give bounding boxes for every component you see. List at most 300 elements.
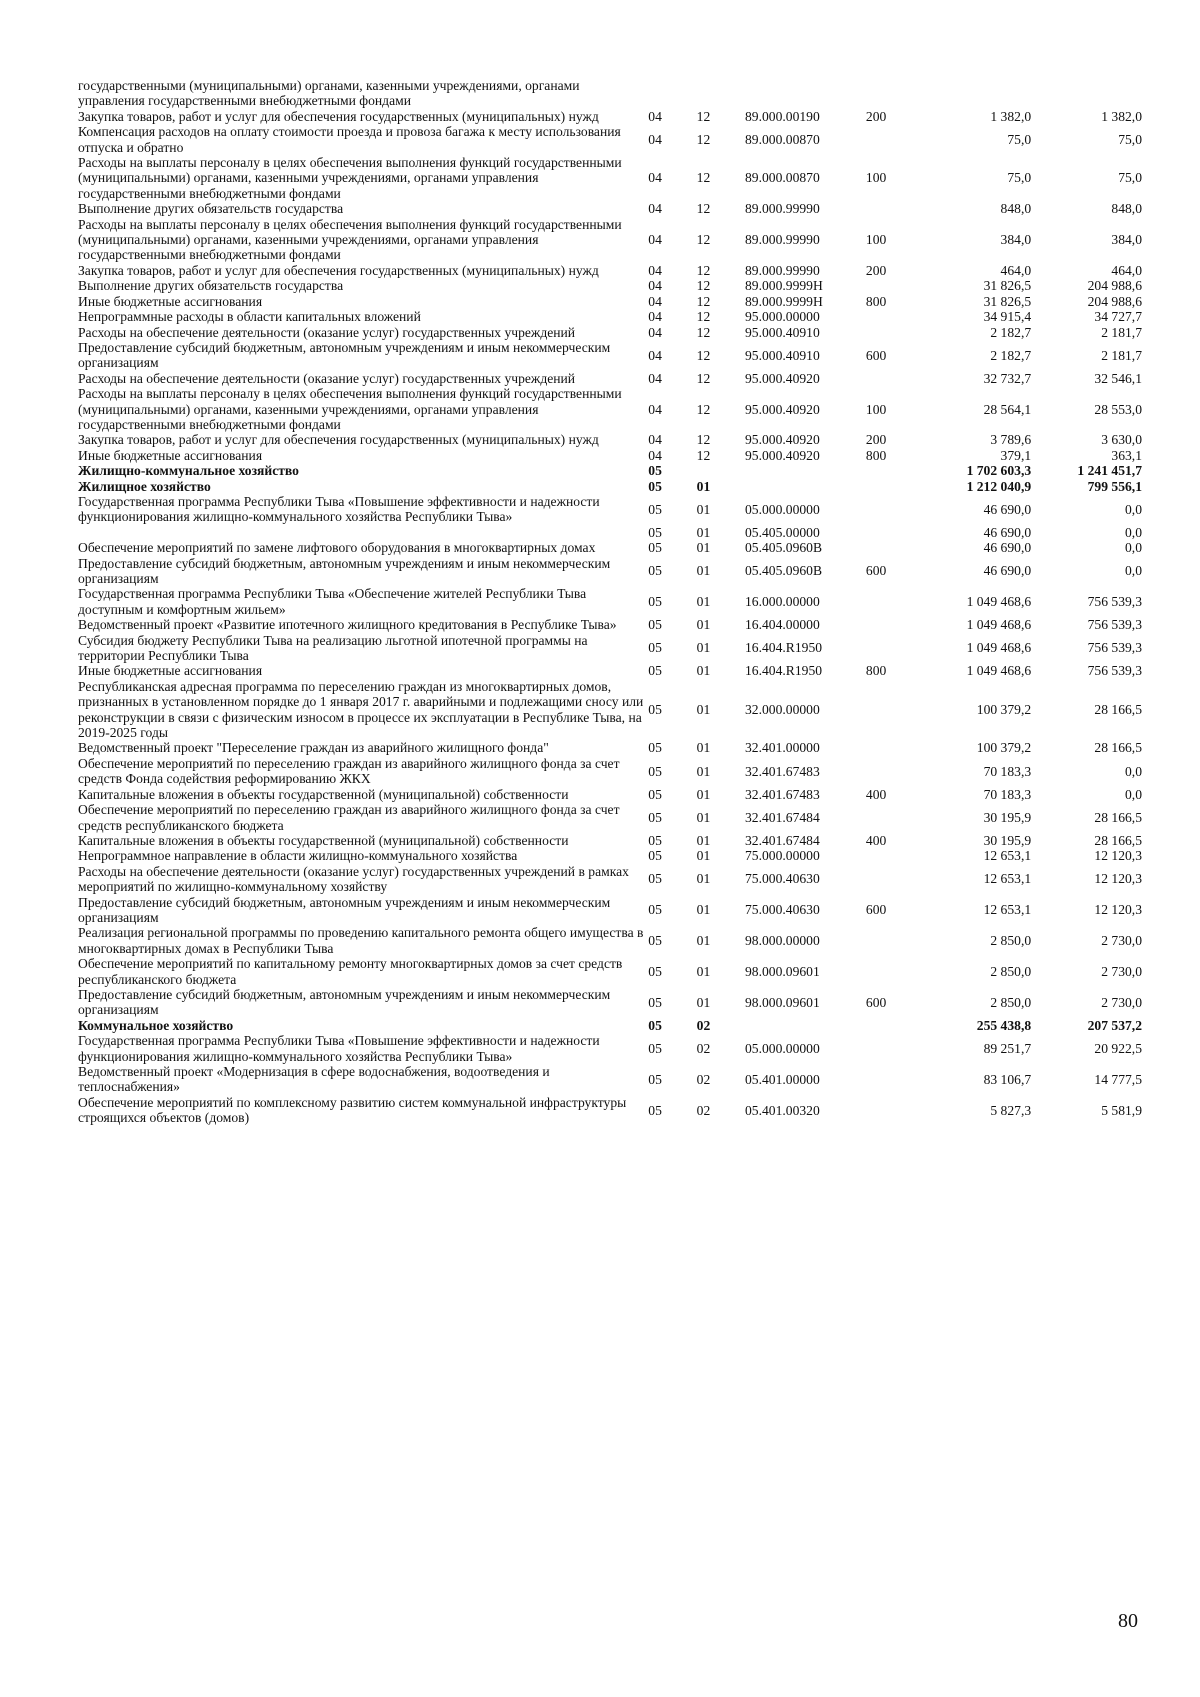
row-section: 04 <box>648 370 662 386</box>
row-name: Предоставление субсидий бюджетным, автономным учреждениям и иным некоммерческим организациям <box>78 986 611 1018</box>
row-amount-2: 204 988,6 <box>1087 293 1142 309</box>
row-subsection: 01 <box>696 663 711 679</box>
table-row <box>78 432 1142 447</box>
row-subsection: 02 <box>696 1017 711 1033</box>
table-row <box>78 479 1142 494</box>
row-amount-1: 32 732,7 <box>983 370 1032 386</box>
row-target-article: 89.000.99990 <box>745 232 820 248</box>
row-target-article: 32.000.00000 <box>745 701 820 717</box>
row-amount-1: 12 653,1 <box>983 848 1032 864</box>
row-expense-type: 200 <box>865 108 887 124</box>
row-name: Компенсация расходов на оплату стоимости проезда и провоза багажа к месту использования отпуска и обратно <box>78 124 621 155</box>
row-subsection: 12 <box>696 262 711 278</box>
row-amount-2: 32 546,1 <box>1094 370 1142 386</box>
row-name: Жилищное хозяйство <box>78 478 211 494</box>
table-row <box>78 1018 1142 1033</box>
table-row <box>78 78 1142 109</box>
row-expense-type: 400 <box>865 832 887 848</box>
table-row <box>78 371 1142 386</box>
row-target-article: 05.401.00000 <box>745 1071 820 1087</box>
table-row <box>78 463 1142 478</box>
row-amount-2: 464,0 <box>1111 262 1142 278</box>
row-target-article: 75.000.40630 <box>745 871 820 887</box>
row-expense-type <box>866 201 918 216</box>
row-expense-type <box>866 925 918 956</box>
row-section: 05 <box>648 832 662 848</box>
row-subsection: 12 <box>696 170 711 186</box>
table-row <box>78 679 1142 741</box>
row-name: Расходы на выплаты персоналу в целях обеспечения выполнения функций государственными (муниципальными) органами, казенными учреждениями, органами управления государственными внебюджетными фондами <box>78 155 622 201</box>
row-expense-type: 800 <box>865 447 887 463</box>
row-subsection: 12 <box>696 324 711 340</box>
row-expense-type: 600 <box>865 563 887 579</box>
table-row <box>78 663 1142 678</box>
row-subsection: 02 <box>696 1071 711 1087</box>
row-section: 05 <box>648 809 662 825</box>
row-section: 05 <box>648 540 662 556</box>
row-subsection: 12 <box>696 347 711 363</box>
row-amount-2: 1 382,0 <box>1101 108 1142 124</box>
row-target-article: 95.000.40910 <box>745 347 820 363</box>
row-target-article <box>745 463 866 478</box>
row-target-article: 16.404.R1950 <box>745 640 823 656</box>
row-expense-type <box>866 586 918 617</box>
table-row <box>78 263 1142 278</box>
row-section: 05 <box>648 478 662 494</box>
row-subsection: 12 <box>696 432 711 448</box>
row-name: Расходы на обеспечение деятельности (оказание услуг) государственных учреждений в рамках мероприятий по жилищно-коммунальному хозяйству <box>78 863 629 895</box>
row-expense-type <box>866 278 918 293</box>
row-amount-1: 384,0 <box>1000 232 1032 248</box>
row-target-article: 95.000.40910 <box>745 324 820 340</box>
row-subsection: 12 <box>696 447 711 463</box>
row-name: Коммунальное хозяйство <box>78 1017 234 1033</box>
row-amount-1: 46 690,0 <box>983 524 1032 540</box>
row-subsection: 01 <box>696 963 711 979</box>
row-name: государственными (муниципальными) органами, казенными учреждениями, органами управления государственными внебюджетными фондами <box>78 78 580 109</box>
table-row <box>78 124 1142 155</box>
row-target-article: 95.000.40920 <box>745 401 820 417</box>
row-target-article: 16.404.00000 <box>745 617 820 633</box>
row-expense-type: 600 <box>865 347 887 363</box>
row-subsection: 01 <box>696 640 711 656</box>
table-row <box>78 155 1142 201</box>
row-amount-2: 0,0 <box>1125 540 1142 556</box>
row-name: Выполнение других обязательств государства <box>78 278 344 294</box>
row-amount-2: 28 166,5 <box>1094 832 1142 848</box>
row-section: 05 <box>648 871 662 887</box>
row-amount-2: 2 181,7 <box>1101 347 1142 363</box>
row-target-article: 16.000.00000 <box>745 594 820 610</box>
row-name: Выполнение других обязательств государства <box>78 201 344 217</box>
row-section: 05 <box>648 994 662 1010</box>
row-section: 04 <box>648 347 662 363</box>
row-subsection: 01 <box>696 617 711 633</box>
row-amount-1: 30 195,9 <box>983 809 1032 825</box>
table-row <box>78 340 1142 371</box>
row-target-article: 95.000.40920 <box>745 370 820 386</box>
table-row <box>78 756 1142 787</box>
row-expense-type <box>866 540 918 555</box>
row-section: 05 <box>648 740 662 756</box>
row-amount-1: 46 690,0 <box>983 501 1032 517</box>
row-amount-1: 379,1 <box>1000 447 1032 463</box>
row-target-article: 32.401.67484 <box>745 809 820 825</box>
row-name: Ведомственный проект «Развитие ипотечного жилищного кредитования в Республике Тыва» <box>78 617 617 633</box>
row-name: Иные бюджетные ассигнования <box>78 663 263 679</box>
table-row <box>78 525 1142 540</box>
row-target-article: 98.000.09601 <box>745 994 820 1010</box>
table-row <box>78 1095 1142 1126</box>
row-expense-type: 800 <box>865 663 887 679</box>
row-target-article: 75.000.40630 <box>745 902 820 918</box>
row-subsection: 12 <box>696 201 711 217</box>
table-row <box>78 1033 1142 1064</box>
row-amount-2: 12 120,3 <box>1094 902 1142 918</box>
row-amount-2: 28 166,5 <box>1094 809 1142 825</box>
row-amount-2: 756 539,3 <box>1087 663 1142 679</box>
row-section: 05 <box>648 848 662 864</box>
row-expense-type <box>866 124 918 155</box>
row-section: 05 <box>648 617 662 633</box>
row-amount-1: 34 915,4 <box>983 309 1032 325</box>
row-amount-2: 1 241 451,7 <box>1077 463 1142 479</box>
table-row <box>78 556 1142 587</box>
table-row <box>78 617 1142 632</box>
row-amount-2: 2 730,0 <box>1101 994 1142 1010</box>
row-target-article <box>745 1018 866 1033</box>
row-amount-1: 89 251,7 <box>983 1040 1032 1056</box>
row-name: Предоставление субсидий бюджетным, автономным учреждениям и иным некоммерческим организациям <box>78 555 611 586</box>
row-name: Непрограммные расходы в области капитальных вложений <box>78 309 421 325</box>
row-subsection: 12 <box>696 108 711 124</box>
row-section: 05 <box>648 701 662 717</box>
table-row <box>78 633 1142 664</box>
row-amount-2: 0,0 <box>1125 524 1142 540</box>
row-target-article <box>745 479 866 494</box>
row-subsection: 01 <box>696 540 711 556</box>
row-target-article: 98.000.00000 <box>745 933 820 949</box>
table-row <box>78 217 1142 263</box>
row-subsection: 12 <box>696 370 711 386</box>
row-section: 05 <box>648 640 662 656</box>
row-target-article: 05.401.00320 <box>745 1102 820 1118</box>
table-row <box>78 494 1142 525</box>
row-amount-1: 46 690,0 <box>983 540 1032 556</box>
row-amount-1: 5 827,3 <box>990 1102 1032 1118</box>
row-target-article: 95.000.40920 <box>745 432 820 448</box>
row-amount-2: 207 537,2 <box>1087 1017 1142 1033</box>
row-target-article: 95.000.40920 <box>745 447 820 463</box>
row-name: Расходы на выплаты персоналу в целях обеспечения выполнения функций государственными (муниципальными) органами, казенными учреждениями, органами управления государственными внебюджетными фондами <box>78 216 622 263</box>
table-row <box>78 201 1142 216</box>
row-amount-2: 363,1 <box>1111 447 1142 463</box>
table-row <box>78 956 1142 987</box>
table-row <box>78 448 1142 463</box>
row-expense-type <box>866 1095 918 1126</box>
row-expense-type <box>866 633 918 664</box>
row-name: Расходы на обеспечение деятельности (оказание услуг) государственных учреждений <box>78 370 576 386</box>
row-name: Обеспечение мероприятий по переселению граждан из аварийного жилищного фонда за счет средств Фонда содействия реформированию ЖКХ <box>78 755 620 787</box>
row-expense-type <box>866 325 918 340</box>
row-amount-1: 31 826,5 <box>983 278 1032 294</box>
row-section: 05 <box>648 501 662 517</box>
row-amount-1: 12 653,1 <box>983 871 1032 887</box>
row-subsection: 02 <box>696 1102 711 1118</box>
row-subsection: 01 <box>696 763 711 779</box>
row-section: 04 <box>648 447 662 463</box>
row-section: 04 <box>648 108 662 124</box>
row-amount-2 <box>1031 78 1142 109</box>
row-target-article: 32.401.67483 <box>745 786 820 802</box>
table-row <box>78 740 1142 755</box>
row-target-article: 89.000.99990 <box>745 262 820 278</box>
row-amount-2: 28 166,5 <box>1094 740 1142 756</box>
row-amount-2: 204 988,6 <box>1087 278 1142 294</box>
row-amount-1: 12 653,1 <box>983 902 1032 918</box>
row-expense-type <box>866 494 918 525</box>
row-subsection: 01 <box>696 786 711 802</box>
row-amount-2: 2 181,7 <box>1101 324 1142 340</box>
row-amount-2: 75,0 <box>1118 170 1142 186</box>
row-amount-1: 100 379,2 <box>976 740 1032 756</box>
table-row <box>78 278 1142 293</box>
row-target-article: 32.401.00000 <box>745 740 820 756</box>
row-target-article: 32.401.67483 <box>745 763 820 779</box>
row-amount-1: 2 850,0 <box>990 963 1032 979</box>
row-name: Субсидия бюджету Республики Тыва на реализацию льготной ипотечной программы на территории Республики Тыва <box>78 632 588 664</box>
budget-table-body <box>78 78 1142 1126</box>
row-expense-type <box>866 802 918 833</box>
row-name: Закупка товаров, работ и услуг для обеспечения государственных (муниципальных) нужд <box>78 108 599 124</box>
row-amount-2: 0,0 <box>1125 763 1142 779</box>
row-section: 05 <box>648 963 662 979</box>
row-target-article: 89.000.00870 <box>745 131 820 147</box>
row-name: Обеспечение мероприятий по переселению граждан из аварийного жилищного фонда за счет средств республиканского бюджета <box>78 802 620 833</box>
row-name: Республиканская адресная программа по переселению граждан из многоквартирных домов, признанных в установленном порядке до 1 января 2017 г. аварийными и подлежащими сносу или реконструкции в связи с физическим износом в процессе их эксплуатации в Республике Тыва, на 2019-2025 годы <box>78 678 644 741</box>
row-amount-2: 14 777,5 <box>1094 1071 1142 1087</box>
row-expense-type <box>866 679 918 741</box>
row-name: Расходы на выплаты персоналу в целях обеспечения выполнения функций государственными (муниципальными) органами, казенными учреждениями, органами управления государственными внебюджетными фондами <box>78 386 622 432</box>
row-expense-type: 600 <box>865 994 887 1010</box>
row-subsection: 02 <box>696 1040 711 1056</box>
row-section: 04 <box>648 232 662 248</box>
row-target-article: 89.000.99990 <box>745 201 820 217</box>
row-amount-1: 1 382,0 <box>990 108 1032 124</box>
row-target-article: 98.000.09601 <box>745 963 820 979</box>
row-expense-type <box>866 1018 918 1033</box>
row-section: 04 <box>648 401 662 417</box>
row-section: 05 <box>648 594 662 610</box>
row-expense-type <box>866 617 918 632</box>
row-amount-2: 848,0 <box>1111 201 1142 217</box>
table-row <box>78 802 1142 833</box>
row-subsection: 01 <box>696 501 711 517</box>
row-subsection: 01 <box>696 563 711 579</box>
row-name: Обеспечение мероприятий по капитальному ремонту многоквартирных домов за счет средств республиканского бюджета <box>78 956 623 987</box>
table-row <box>78 109 1142 124</box>
row-subsection: 01 <box>696 524 711 540</box>
row-amount-1: 255 438,8 <box>976 1017 1032 1033</box>
row-name: Закупка товаров, работ и услуг для обеспечения государственных (муниципальных) нужд <box>78 432 599 448</box>
row-name: Капитальные вложения в объекты государственной (муниципальной) собственности <box>78 832 569 848</box>
row-amount-1: 70 183,3 <box>983 763 1032 779</box>
row-name: Иные бюджетные ассигнования <box>78 293 263 309</box>
row-target-article: 89.000.9999Н <box>745 278 823 294</box>
row-amount-1: 28 564,1 <box>983 401 1032 417</box>
row-amount-2: 756 539,3 <box>1087 617 1142 633</box>
row-section: 05 <box>648 524 662 540</box>
row-expense-type <box>866 525 918 540</box>
row-subsection: 01 <box>696 902 711 918</box>
row-amount-1: 2 850,0 <box>990 994 1032 1010</box>
row-section: 05 <box>648 763 662 779</box>
row-section: 04 <box>648 262 662 278</box>
row-name: Предоставление субсидий бюджетным, автономным учреждениям и иным некоммерческим организациям <box>78 894 611 925</box>
row-subsection: 12 <box>696 401 711 417</box>
row-expense-type <box>866 371 918 386</box>
row-amount-2: 28 553,0 <box>1094 401 1142 417</box>
row-name: Предоставление субсидий бюджетным, автономным учреждениям и иным некоммерческим организациям <box>78 339 611 371</box>
row-name: Иные бюджетные ассигнования <box>78 447 263 463</box>
table-row <box>78 787 1142 802</box>
row-section <box>648 78 696 109</box>
table-row <box>78 895 1142 926</box>
row-expense-type <box>866 1064 918 1095</box>
row-section: 04 <box>648 201 662 217</box>
row-expense-type <box>866 864 918 895</box>
table-row <box>78 540 1142 555</box>
row-section: 05 <box>648 1102 662 1118</box>
row-amount-1: 2 182,7 <box>990 347 1032 363</box>
row-subsection: 12 <box>696 293 711 309</box>
row-amount-1: 70 183,3 <box>983 786 1032 802</box>
row-amount-1: 1 049 468,6 <box>966 663 1032 679</box>
row-target-article: 89.000.00190 <box>745 108 820 124</box>
row-expense-type <box>866 1033 918 1064</box>
row-expense-type <box>866 309 918 324</box>
row-amount-2: 12 120,3 <box>1094 871 1142 887</box>
table-row <box>78 1064 1142 1095</box>
row-amount-1: 75,0 <box>1007 170 1032 186</box>
row-name: Государственная программа Республики Тыва «Повышение эффективности и надежности функционирования жилищно-коммунального хозяйства Республики Тыва» <box>78 493 600 525</box>
row-amount-1: 46 690,0 <box>983 563 1032 579</box>
row-name <box>78 525 648 540</box>
row-subsection: 01 <box>696 740 711 756</box>
row-amount-1: 2 182,7 <box>990 324 1032 340</box>
row-amount-2: 20 922,5 <box>1094 1040 1142 1056</box>
row-subsection: 01 <box>696 701 711 717</box>
row-target-article: 16.404.R1950 <box>745 663 823 679</box>
table-row <box>78 864 1142 895</box>
row-expense-type: 200 <box>865 432 887 448</box>
row-subsection <box>697 78 745 109</box>
row-name: Ведомственный проект «Модернизация в сфере водоснабжения, водоотведения и теплоснабжения» <box>78 1064 550 1095</box>
row-amount-1: 31 826,5 <box>983 293 1032 309</box>
row-amount-2: 799 556,1 <box>1087 478 1142 494</box>
row-expense-type <box>866 740 918 755</box>
row-name: Ведомственный проект "Переселение граждан из аварийного жилищного фонда" <box>78 740 549 756</box>
row-expense-type: 100 <box>865 232 887 248</box>
table-row <box>78 325 1142 340</box>
row-amount-1: 3 789,6 <box>990 432 1032 448</box>
row-target-article: 75.000.00000 <box>745 848 820 864</box>
row-amount-1: 1 212 040,9 <box>966 478 1032 494</box>
row-amount-2: 2 730,0 <box>1101 933 1142 949</box>
row-amount-1: 1 702 603,3 <box>966 463 1032 479</box>
row-section: 05 <box>648 663 662 679</box>
row-expense-type: 200 <box>865 262 887 278</box>
row-expense-type <box>866 463 918 478</box>
row-name: Расходы на обеспечение деятельности (оказание услуг) государственных учреждений <box>78 324 576 340</box>
row-amount-2: 12 120,3 <box>1094 848 1142 864</box>
row-target-article: 05.405.0960В <box>745 540 823 556</box>
row-amount-2: 3 630,0 <box>1101 432 1142 448</box>
row-amount-1: 848,0 <box>1000 201 1032 217</box>
row-name: Жилищно-коммунальное хозяйство <box>78 463 299 479</box>
row-expense-type: 100 <box>865 401 887 417</box>
row-section: 05 <box>648 786 662 802</box>
budget-table <box>78 78 1142 1126</box>
row-amount-1 <box>918 78 1031 109</box>
row-subsection: 01 <box>696 809 711 825</box>
row-subsection <box>697 463 745 478</box>
row-subsection: 01 <box>696 994 711 1010</box>
row-expense-type <box>866 78 918 109</box>
row-subsection: 01 <box>696 594 711 610</box>
row-subsection: 12 <box>696 309 711 325</box>
row-expense-type <box>866 956 918 987</box>
row-expense-type: 800 <box>865 293 887 309</box>
row-amount-2: 28 166,5 <box>1094 701 1142 717</box>
row-target-article: 89.000.9999Н <box>745 293 823 309</box>
row-section: 05 <box>648 902 662 918</box>
row-section: 05 <box>648 1040 662 1056</box>
row-target-article: 89.000.00870 <box>745 170 820 186</box>
row-amount-1: 1 049 468,6 <box>966 594 1032 610</box>
row-section: 05 <box>648 933 662 949</box>
table-row <box>78 309 1142 324</box>
row-subsection: 01 <box>696 848 711 864</box>
row-target-article: 05.405.00000 <box>745 524 820 540</box>
row-target-article: 05.405.0960В <box>745 563 823 579</box>
row-amount-1: 75,0 <box>1007 131 1032 147</box>
row-amount-1: 30 195,9 <box>983 832 1032 848</box>
row-expense-type <box>866 848 918 863</box>
row-section: 05 <box>648 463 662 479</box>
row-amount-2: 0,0 <box>1125 501 1142 517</box>
page-number: 80 <box>1118 1610 1138 1632</box>
row-subsection: 12 <box>696 131 711 147</box>
row-subsection: 12 <box>696 278 711 294</box>
row-section: 04 <box>648 432 662 448</box>
row-amount-1: 1 049 468,6 <box>966 640 1032 656</box>
row-subsection: 01 <box>696 478 711 494</box>
row-amount-2: 34 727,7 <box>1094 309 1142 325</box>
row-target-article: 05.000.00000 <box>745 501 820 517</box>
table-row <box>78 987 1142 1018</box>
row-amount-2: 2 730,0 <box>1101 963 1142 979</box>
row-section: 04 <box>648 131 662 147</box>
table-row <box>78 386 1142 432</box>
row-amount-1: 100 379,2 <box>976 701 1032 717</box>
row-section: 04 <box>648 324 662 340</box>
row-subsection: 01 <box>696 832 711 848</box>
row-name: Капитальные вложения в объекты государственной (муниципальной) собственности <box>78 786 569 802</box>
row-amount-1: 1 049 468,6 <box>966 617 1032 633</box>
row-expense-type <box>866 479 918 494</box>
row-section: 04 <box>648 293 662 309</box>
